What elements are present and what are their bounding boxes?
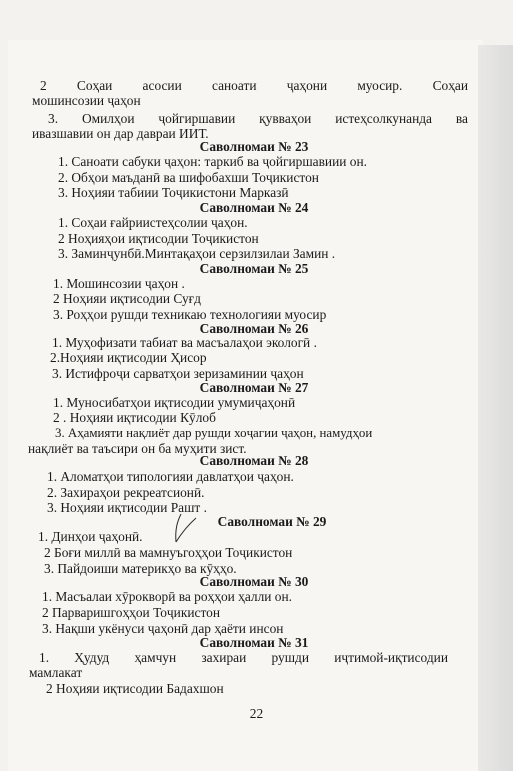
pen-mark (163, 512, 203, 552)
section-heading: Саволномаи № 30 (199, 574, 309, 589)
section-heading: Саволномаи № 28 (199, 453, 309, 468)
text-line: 3. Нақши укёнуси ҷаҳонӣ дар ҳаёти инсон (42, 621, 284, 636)
text-line: 2 Боғи миллӣ ва мамнуъгоҳҳои Тоҷикистон (44, 545, 293, 560)
section-heading: Саволномаи № 25 (199, 261, 309, 276)
page-number: 22 (249, 706, 264, 721)
text-line: 2. Обҳои маъданӣ ва шифобахши Тоҷикистон (58, 170, 319, 185)
text-line: 2 Соҳаи асосии саноати ҷаҳони муосир. Соҳаи (40, 78, 468, 93)
text-line: 3. Истифроҷи сарватҳои зеризаминии ҷаҳон (52, 366, 304, 381)
section-heading: Саволномаи № 29 (217, 514, 327, 529)
section-heading: Саволномаи № 26 (199, 321, 309, 336)
text-line: 3. Заминҷунбӣ.Минтақаҳои серзилзилаи Замин . (58, 246, 336, 261)
text-line: 2 Ноҳияҳои иқтисодии Тоҷикистон (58, 231, 259, 246)
text-line: 3. Омилҳои ҷойгиршавии қувваҳои истеҳсолкунанда ва (48, 111, 468, 126)
text-line: 3. Пайдоиши материкҳо ва кӯҳҳо. (44, 561, 237, 576)
text-line: 1. Муносибатҳои иқтисодии умумиҷаҳонӣ (53, 395, 296, 410)
text-line: 3. Роҳҳои рушди техникаю технологияи муосир (53, 307, 327, 322)
text-line: 3. Ноҳияи табиии Тоҷикистони Марказӣ (58, 185, 289, 200)
text-line: 2. Захираҳои рекреатсионӣ. (47, 485, 205, 500)
section-heading: Саволномаи № 27 (199, 380, 309, 395)
text-line: 3. Аҳамияти нақлиёт дар рушди хоҷагии ҷаҳон, намудҳои (55, 426, 373, 440)
text-line: мамлакат (29, 665, 83, 680)
section-heading: Саволномаи № 31 (199, 635, 309, 650)
text-line: 2 Ноҳияи иқтисодии Бадахшон (46, 681, 224, 696)
text-line: ивазшавии он дар давраи ИИТ. (32, 126, 209, 141)
text-line: 2 Парваришгоҳҳои Тоҷикистон (42, 605, 220, 620)
text-line: 1. Динҳои ҷаҳонӣ. (38, 529, 143, 544)
text-line: 2 Ноҳияи иқтисодии Суғд (53, 291, 201, 306)
text-line: 2 . Ноҳияи иқтисодии Кӯлоб (53, 410, 216, 425)
text-line: нақлиёт ва таъсири он ба муҳити зист. (28, 441, 247, 456)
text-line: 1. Масъалаи хӯрокворӣ ва роҳҳои ҳалли он. (42, 589, 293, 604)
text-line: 1. Аломатҳои типологияи давлатҳои ҷаҳон. (47, 469, 294, 484)
text-line: 2.Ноҳияи иқтисодии Ҳисор (50, 350, 207, 365)
text-line: 1. Ҳудуд ҳамчун захираи рушди иҷтимой-иқтисодии (39, 650, 448, 665)
section-heading: Саволномаи № 23 (199, 139, 309, 154)
text-line: 1. Саноати сабуки ҷаҳон: таркиб ва ҷойгиршавиии он. (58, 154, 367, 169)
text-line: 1. Муҳофизати табиат ва масъалаҳои экологӣ . (52, 335, 317, 350)
text-line: 1. Соҳаи ғайриистеҳсолии ҷаҳон. (58, 215, 248, 230)
text-line: мошинсозии ҷаҳон (32, 93, 141, 108)
text-line: 3. Ноҳияи иқтисодии Рашт . (47, 500, 207, 515)
section-heading: Саволномаи № 24 (199, 200, 309, 215)
text-line: 1. Мошинсозии ҷаҳон . (53, 276, 185, 291)
page-edge-shadow (478, 45, 513, 771)
